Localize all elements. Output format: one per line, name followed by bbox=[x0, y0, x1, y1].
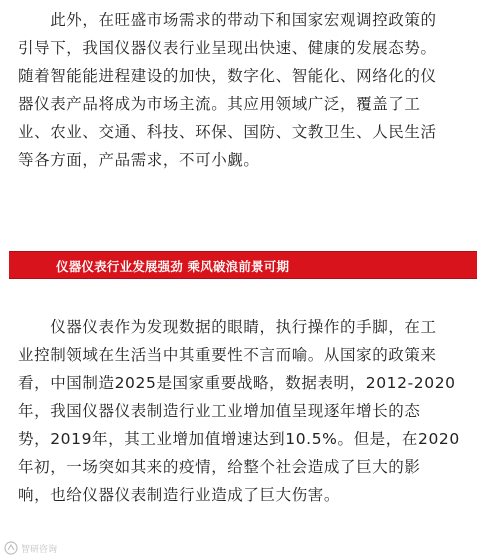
section-heading-banner bbox=[9, 251, 477, 279]
section-heading-title: 仪器仪表行业发展强劲 乘风破浪前景可期 bbox=[56, 259, 290, 274]
paragraph-line: 此外，在旺盛市场需求的带动下和国家宏观调控政策的 bbox=[18, 11, 437, 29]
watermark-text: 智研咨询 bbox=[21, 544, 58, 555]
brand-logo-icon bbox=[4, 541, 18, 555]
paragraph-line: 等各方面，产品需求，不可小觑。 bbox=[18, 151, 260, 169]
article-paragraph-intro bbox=[18, 6, 468, 174]
paragraph-line: 随着智能能进程建设的加快，数字化、智能化、网络化的仪 bbox=[18, 67, 437, 85]
paragraph-line: 器仪表产品将成为市场主流。其应用领域广泛，覆盖了工 bbox=[18, 95, 421, 113]
paragraph-line: 年，我国仪器仪表制造行业工业增加值呈现逐年增长的态 bbox=[18, 402, 421, 420]
paragraph-line: 业控制领域在生活当中其重要性不言而喻。从国家的政策来 bbox=[18, 346, 437, 364]
article-paragraph-body bbox=[18, 313, 468, 509]
paragraph-line: 年初，一场突如其来的疫情，给整个社会造成了巨大的影 bbox=[18, 458, 421, 476]
paragraph-line: 引导下，我国仪器仪表行业呈现出快速、健康的发展态势。 bbox=[18, 39, 437, 57]
paragraph-line: 势，2019年，其工业增加值增速达到10.5%。但是，在2020 bbox=[18, 430, 460, 448]
paragraph-line: 仪器仪表作为发现数据的眼睛，执行操作的手脚，在工 bbox=[18, 318, 437, 336]
paragraph-line: 业、农业、交通、科技、环保、国防、文教卫生、人民生活 bbox=[18, 123, 437, 141]
paragraph-line: 响，也给仪器仪表制造行业造成了巨大伤害。 bbox=[18, 486, 341, 504]
paragraph-line: 看，中国制造2025是国家重要战略，数据表明，2012-2020 bbox=[18, 374, 456, 392]
watermark bbox=[4, 540, 57, 556]
